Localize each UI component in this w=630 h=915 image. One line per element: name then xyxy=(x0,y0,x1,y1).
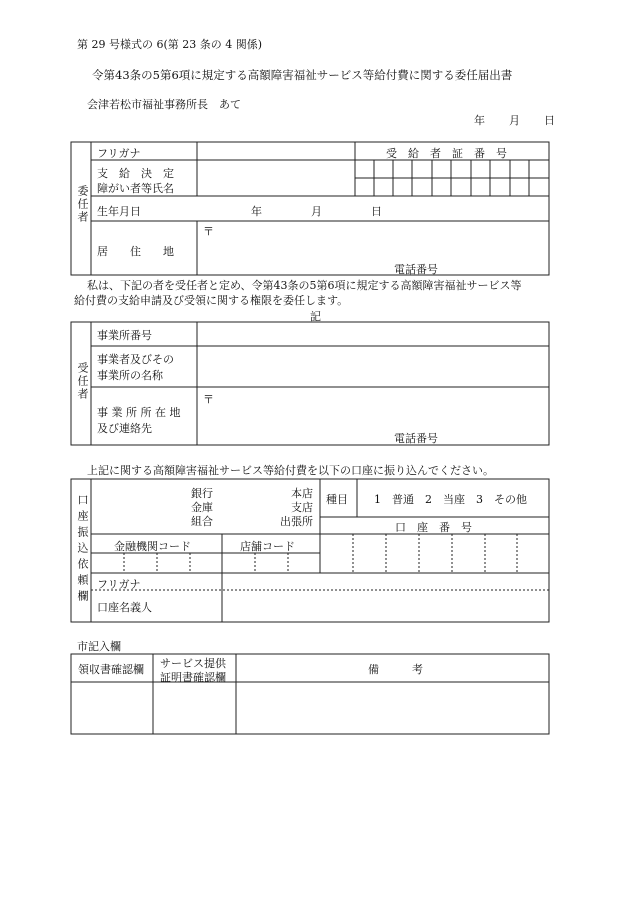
form-title: 令第43条の5第6項に規定する高額障害福祉サービス等給付費に関する委任届出書 xyxy=(92,68,513,82)
branch-code-cells[interactable] xyxy=(223,554,319,572)
service-cert-field[interactable] xyxy=(154,683,235,733)
birth-month: 月 xyxy=(311,205,322,218)
name-label-line1: 支 給 決 定 xyxy=(97,167,174,180)
account-holder-label: 口座名義人 xyxy=(97,601,152,614)
birth-day: 日 xyxy=(371,205,382,218)
bank-name-field[interactable] xyxy=(92,480,187,532)
bank-code-label: 金融機関コード xyxy=(114,540,191,553)
delegator-section-label: 委任者 xyxy=(76,185,89,224)
branch-suffix-2: 支店 xyxy=(291,501,313,514)
birth-year: 年 xyxy=(251,205,262,218)
remarks-field[interactable] xyxy=(237,683,548,733)
delegator-name-field[interactable] xyxy=(198,161,354,195)
account-type-label: 種目 xyxy=(326,493,348,506)
account-type-options[interactable]: 1 普通 2 当座 3 その他 xyxy=(374,493,527,506)
transfer-note: 上記に関する高額障害福祉サービス等給付費を以下の口座に振り込んでください。 xyxy=(87,464,494,477)
phone-label: 電話番号 xyxy=(394,263,438,276)
statement-line1: 私は、下記の者を受任者と定め、令第43条の5第6項に規定する高額障害福祉サービス等 xyxy=(87,279,522,292)
branch-suffix-1: 本店 xyxy=(291,487,313,500)
bank-suffix-1: 銀行 xyxy=(191,487,213,500)
bank-suffix-3: 組合 xyxy=(191,515,213,528)
bank-code-cells[interactable] xyxy=(92,554,221,572)
city-section-heading: 市記入欄 xyxy=(77,640,121,653)
recipient-number-cells[interactable] xyxy=(356,161,548,195)
date-month: 月 xyxy=(509,114,520,127)
ki-heading: 記 xyxy=(310,310,321,323)
bank-suffix-2: 金庫 xyxy=(191,501,213,514)
delegate-section-label: 受任者 xyxy=(76,362,89,401)
delegate-postal-mark: 〒 xyxy=(203,393,214,406)
statement-line2: 給付費の支給申請及び受領に関する権限を委任します。 xyxy=(74,294,349,307)
receipt-check-field[interactable] xyxy=(72,683,152,733)
account-number-label: 口 座 番 号 xyxy=(395,521,472,534)
postal-mark: 〒 xyxy=(203,225,214,238)
name-label-line2: 障がい者等氏名 xyxy=(97,182,174,195)
date-day: 日 xyxy=(544,114,555,127)
account-holder-field[interactable] xyxy=(223,591,548,621)
business-name-field[interactable] xyxy=(198,347,548,386)
addressee: 会津若松市福祉事務所長 あて xyxy=(87,98,241,111)
birthdate-label: 生年月日 xyxy=(97,205,141,218)
service-cert-line2: 証明書確認欄 xyxy=(160,671,226,684)
delegator-furigana-field[interactable] xyxy=(198,143,354,159)
service-cert-line1: サービス提供 xyxy=(160,657,226,670)
account-furigana-label: フリガナ xyxy=(97,578,141,591)
account-number-cells[interactable] xyxy=(321,535,548,572)
office-address-line1: 事 業 所 所 在 地 xyxy=(97,406,181,419)
business-name-line2: 事業所の名称 xyxy=(97,369,163,382)
date-year: 年 xyxy=(474,114,485,127)
account-furigana-field[interactable] xyxy=(223,574,548,589)
office-address-field[interactable] xyxy=(215,390,547,426)
form-number: 第 29 号様式の 6(第 23 条の 4 関係) xyxy=(77,38,263,51)
recipient-number-label: 受 給 者 証 番 号 xyxy=(386,147,507,160)
receipt-check-label: 領収書確認欄 xyxy=(78,663,144,676)
office-number-label: 事業所番号 xyxy=(97,329,152,342)
office-number-field[interactable] xyxy=(198,323,548,345)
office-address-line2: 及び連絡先 xyxy=(97,422,152,435)
account-section-label: 口座振込依頼欄 xyxy=(76,494,89,606)
address-field[interactable] xyxy=(215,223,547,259)
delegator-furigana-label: フリガナ xyxy=(97,147,141,160)
business-name-line1: 事業者及びその xyxy=(97,353,174,366)
branch-code-label: 店舗コード xyxy=(240,540,295,553)
address-label: 居 住 地 xyxy=(97,245,174,258)
branch-name-field[interactable] xyxy=(225,480,277,532)
branch-suffix-3: 出張所 xyxy=(280,515,313,528)
remarks-label: 備 考 xyxy=(368,663,423,676)
delegate-phone-label: 電話番号 xyxy=(394,432,438,445)
